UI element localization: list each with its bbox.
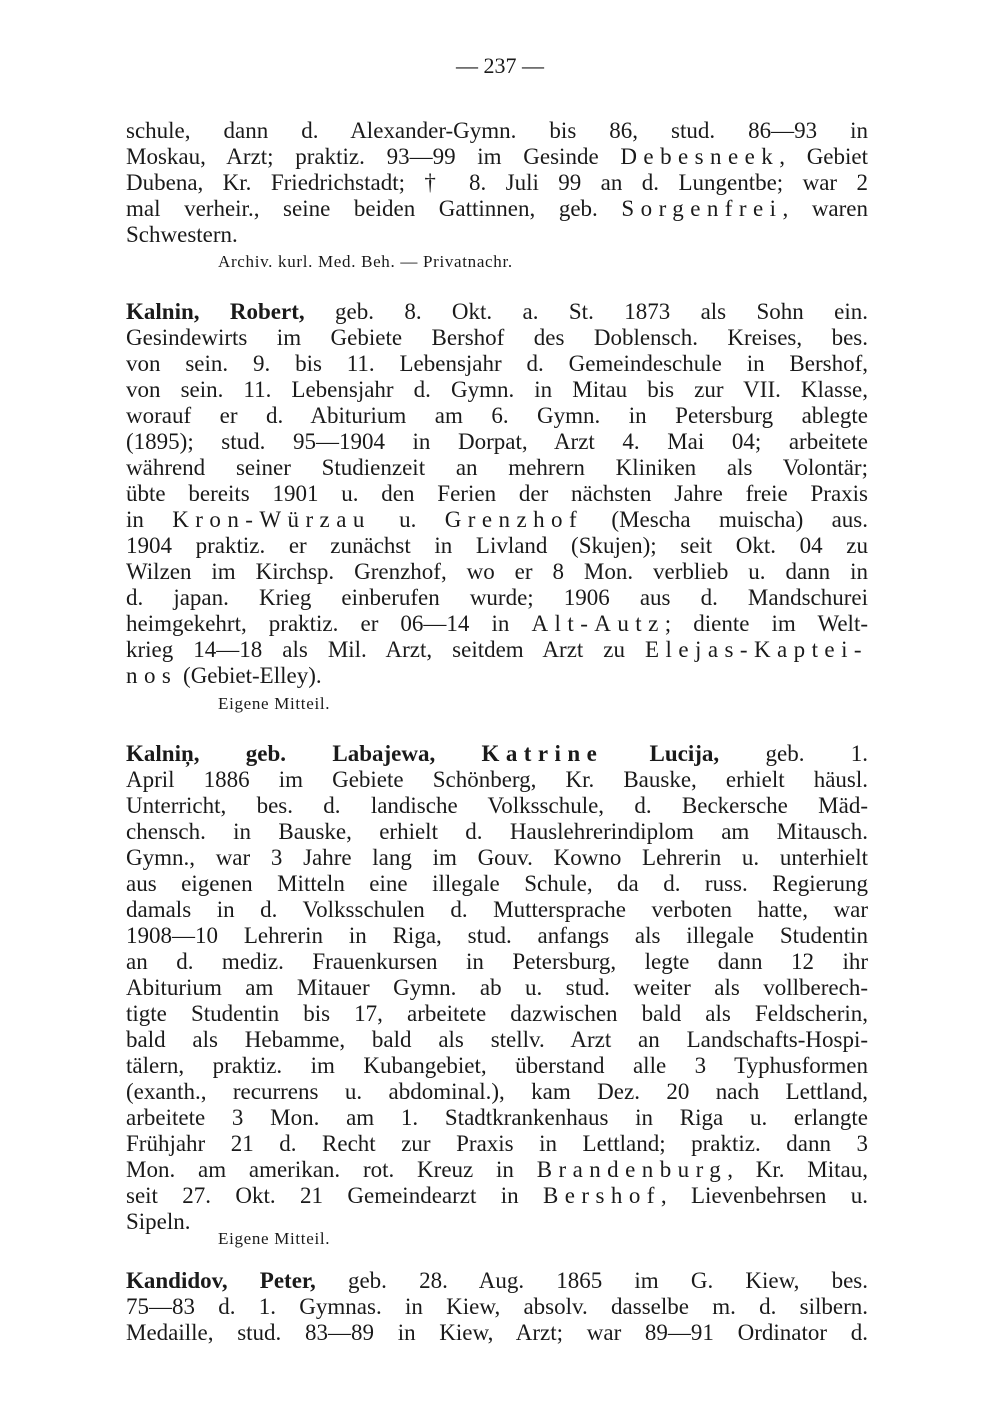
spaced-word: Grenzhof <box>444 507 584 532</box>
text-line: von sein. 11. Lebensjahr d. Gymn. in Mitau bis zur VII. Klasse, <box>126 377 868 402</box>
text-line: Sipeln. <box>126 1209 191 1234</box>
text-line: tälern, praktiz. im Kubangebiet, überstand alle 3 Typhusformen <box>126 1053 868 1078</box>
text-line: von sein. 9. bis 11. Lebensjahr d. Gemeindeschule in Bershof, <box>126 351 868 376</box>
entry-text: geb. 1. <box>765 741 868 766</box>
text-line: in Kron-Würzau u. Grenzhof (Mescha muischa) aus. <box>126 507 869 532</box>
text-line: 1908—10 Lehrerin in Riga, stud. anfangs als illegale Studentin <box>126 923 868 948</box>
spaced-word: Debesneek <box>620 144 780 169</box>
spaced-word: Katrine <box>481 741 604 766</box>
entry-first-line <box>126 1266 868 1295</box>
entry-name: Kalnin, Robert, <box>126 299 305 324</box>
text-line: Mon. am amerikan. rot. Kreuz in Brandenburg, Kr. Mitau, <box>126 1157 868 1182</box>
text-line: schule, dann d. Alexander-Gymn. bis 86, stud. 86—93 in <box>126 118 868 143</box>
text-line: an d. mediz. Frauenkursen in Petersburg, legte dann 12 ihr <box>126 949 868 974</box>
page-number: — 237 — <box>456 53 544 78</box>
entry-name: Kalniņ, geb. Labajewa, Katrine Lucija, <box>126 741 720 766</box>
text-line: tigte Studentin bis 17, arbeitete dazwischen bald als Feldscherin, <box>126 1001 868 1026</box>
text-line: 1904 praktiz. er zunächst in Livland (Skujen); seit Okt. 04 zu <box>126 533 868 558</box>
spaced-word: Kron-Würzau <box>172 507 371 532</box>
text-line: mal verheir., seine beiden Gattinnen, geb. Sorgenfrei, waren <box>126 196 869 221</box>
entry-text: geb. 28. Aug. 1865 im G. Kiew, bes. <box>347 1268 869 1293</box>
text-line: d. japan. Krieg einberufen wurde; 1906 aus d. Mandschurei <box>126 585 868 610</box>
text-line: Medaille, stud. 83—89 in Kiew, Arzt; war 89—91 Ordinator d. <box>126 1320 868 1345</box>
text-line: damals in d. Volksschulen d. Muttersprache verboten hatte, war <box>126 897 868 922</box>
text-line: 75—83 d. 1. Gymnas. in Kiew, absolv. dasselbe m. d. silbern. <box>126 1294 868 1319</box>
text-line: chensch. in Bauske, erhielt d. Hauslehrerindiplom am Mitausch. <box>126 819 868 844</box>
spaced-word: Sorgenfrei <box>621 196 783 221</box>
text-line: übte bereits 1901 u. den Ferien der nächsten Jahre freie Praxis <box>126 481 868 506</box>
entry-source: Eigene Mitteil. <box>218 694 331 713</box>
text-line: (1895); stud. 95—1904 in Dorpat, Arzt 4. Mai 04; arbeitete <box>126 429 868 454</box>
entry-first-line <box>126 297 868 326</box>
spaced-word: Elejas-Kaptei- <box>645 637 868 662</box>
text-line: Unterricht, bes. d. landische Volksschule, d. Beckersche Mäd- <box>126 793 868 818</box>
text-line: (exanth., recurrens u. abdominal.), kam Dez. 20 nach Lettland, <box>126 1079 868 1104</box>
text-line: Schwestern. <box>126 222 238 247</box>
entry-source: Archiv. kurl. Med. Beh. — Privatnachr. <box>218 252 513 271</box>
spaced-word: Brandenburg <box>536 1157 728 1182</box>
text-line: Frühjahr 21 d. Recht zur Praxis in Lettland; praktiz. dann 3 <box>126 1131 868 1156</box>
text-line: Dubena, Kr. Friedrichstadt; † 8. Juli 99 an d. Lungentbe; war 2 <box>126 170 868 195</box>
text-line: Abiturium am Mitauer Gymn. ab u. stud. weiter als vollberech- <box>126 975 868 1000</box>
text-line: bald als Hebamme, bald als stellv. Arzt an Landschafts-Hospi- <box>126 1027 868 1052</box>
text-line: Gymn., war 3 Jahre lang im Gouv. Kowno Lehrerin u. unterhielt <box>126 845 868 870</box>
spaced-word: Bershof <box>542 1183 661 1208</box>
text-line: arbeitete 3 Mon. am 1. Stadtkrankenhaus in Riga u. erlangte <box>126 1105 868 1130</box>
text-line: Gesindewirts im Gebiete Bershof des Doblensch. Kreises, bes. <box>126 325 868 350</box>
entry-text: geb. 8. Okt. a. St. 1873 als Sohn ein. <box>334 299 868 324</box>
entry-first-line <box>126 739 868 768</box>
text-line: während seiner Studienzeit an mehrern Kliniken als Volontär; <box>126 455 868 480</box>
text-line: Wilzen im Kirchsp. Grenzhof, wo er 8 Mon. verblieb u. dann in <box>126 559 868 584</box>
spaced-word: nos <box>126 663 178 688</box>
text-line: aus eigenen Mitteln eine illegale Schule, da d. russ. Regierung <box>126 871 868 896</box>
text-line: Moskau, Arzt; praktiz. 93—99 im Gesinde Debesneek, Gebiet <box>126 144 869 169</box>
entry-source: Eigene Mitteil. <box>218 1229 331 1248</box>
text-line: worauf er d. Abiturium am 6. Gymn. in Petersburg ablegte <box>126 403 868 428</box>
text-line: seit 27. Okt. 21 Gemeindearzt in Bershof, Lievenbehrsen u. <box>126 1183 868 1208</box>
entry-name: Kandidov, Peter, <box>126 1268 316 1293</box>
text-line: krieg 14—18 als Mil. Arzt, seitdem Arzt zu Elejas-Kaptei- <box>126 637 868 662</box>
text-line: nos (Gebiet-Elley). <box>126 663 322 688</box>
text-line: April 1886 im Gebiete Schönberg, Kr. Bauske, erhielt häusl. <box>126 767 868 792</box>
text-line: heimgekehrt, praktiz. er 06—14 in Alt-Autz; diente im Welt- <box>126 611 868 636</box>
spaced-word: Alt-Autz <box>531 611 665 636</box>
